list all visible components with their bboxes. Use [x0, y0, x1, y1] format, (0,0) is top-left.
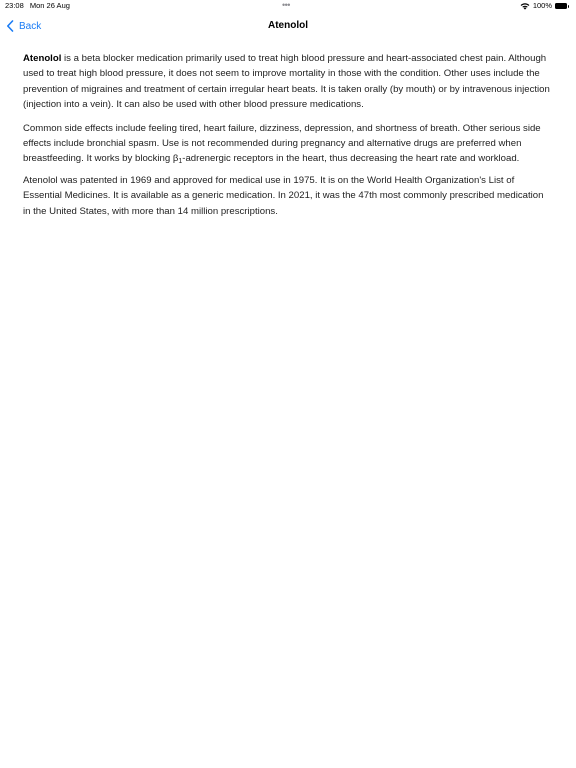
article-paragraph-1 — [23, 51, 553, 113]
paragraph-3-text: Atenolol was patented in 1969 and approved for medical use in 1975. It is on the World Health Organization's List of Essential Medicines. It is available as a generic medication. In 2021, it was the 47th most commonly prescribed medication in the United States, with more than 14 million prescriptions. — [23, 174, 544, 217]
paragraph-2-text-after: -adrenergic receptors in the heart, thus decreasing the heart rate and workload. — [182, 153, 520, 165]
status-date: Mon 26 Aug — [29, 1, 70, 10]
battery-icon — [555, 3, 569, 9]
paragraph-1-text: is a beta blocker medication primarily used to treat high blood pressure and heart-associated chest pain. Although used to treat high blood pressure, it does not seem to improve mortality in those with the condition. Other uses include the prevention of migraines and treatment of certain irregular heart beats. It is taken orally (by mouth) or by intravenous injection (injection into a vein). It can also be used with other blood pressure medications. — [23, 53, 550, 111]
status-bar — [0, 0, 576, 12]
battery-percent: 100% — [532, 1, 552, 10]
status-indicators — [520, 0, 569, 12]
paragraph-2-text-before: Common side effects include feeling tired, heart failure, dizziness, depression, and shortness of breath. Other serious side effects include bronchial spasm. Use is not recommended during pregnancy and alternative drugs are preferred when breastfeeding. It works by blocking β — [23, 122, 541, 165]
article-body — [23, 51, 553, 227]
article-term: Atenolol — [23, 53, 62, 64]
page-title: Atenolol — [268, 20, 308, 31]
wifi-icon — [520, 2, 530, 10]
status-time-date — [5, 0, 74, 12]
paragraph-2-subscript: 1 — [178, 158, 183, 166]
status-time: 23:08 — [5, 1, 24, 10]
multitasking-dots[interactable]: ••• — [282, 0, 290, 10]
article-paragraph-2 — [23, 121, 553, 167]
navigation-bar — [0, 12, 576, 40]
article-paragraph-3 — [23, 173, 553, 219]
back-label: Back — [19, 20, 42, 32]
